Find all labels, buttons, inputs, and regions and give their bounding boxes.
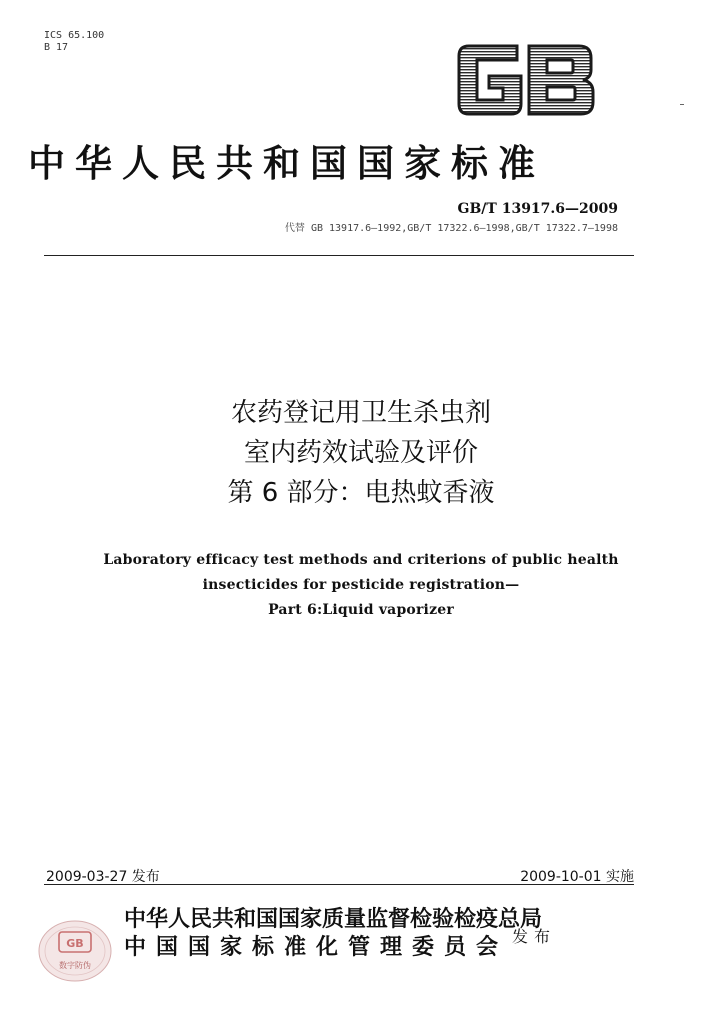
chinese-title-line-3: 第 6 部分：电热蚊香液 (227, 478, 495, 508)
standard-number: GB/T 13917.6—2009 (457, 201, 618, 217)
chinese-title-line-2: 室内药效试验及评价 (243, 438, 478, 468)
issue-date: 2009-03-27 发布 (46, 869, 160, 885)
scan-mark (680, 104, 684, 105)
implementation-date: 2009-10-01 实施 (520, 869, 634, 885)
english-title-line-2: insecticides for pesticide registration— (202, 577, 520, 593)
gb-logo (455, 42, 597, 118)
header-divider (44, 255, 634, 256)
chinese-title (0, 393, 722, 513)
svg-text:GB: GB (66, 937, 84, 950)
english-title-line-3: Part 6:Liquid vaporizer (268, 602, 454, 618)
anti-counterfeit-seal (36, 918, 114, 984)
issuer-line-2: 中国国家标准化管理委员会 (124, 935, 509, 960)
org-title: 中华人民共和国国家标准 (28, 141, 545, 185)
english-title (0, 548, 722, 623)
classification-codes (44, 30, 104, 54)
ccs-code: B 17 (44, 42, 69, 53)
chinese-title-line-1: 农药登记用卫生杀虫剂 (230, 398, 491, 428)
ics-code: ICS 65.100 (44, 30, 105, 41)
replaces-note: 代替 GB 13917.6—1992,GB/T 17322.6—1998,GB/T 17322.7—1998 (284, 223, 618, 234)
seal-text: 数字防伪 (59, 961, 91, 970)
issuer-line-1: 中华人民共和国国家质量监督检验检疫总局 (124, 907, 543, 932)
english-title-line-1: Laboratory efficacy test methods and criterions of public health (103, 552, 619, 568)
footer-divider (44, 884, 634, 885)
publish-label: 发布 (512, 927, 557, 946)
issuing-authorities (124, 906, 542, 962)
